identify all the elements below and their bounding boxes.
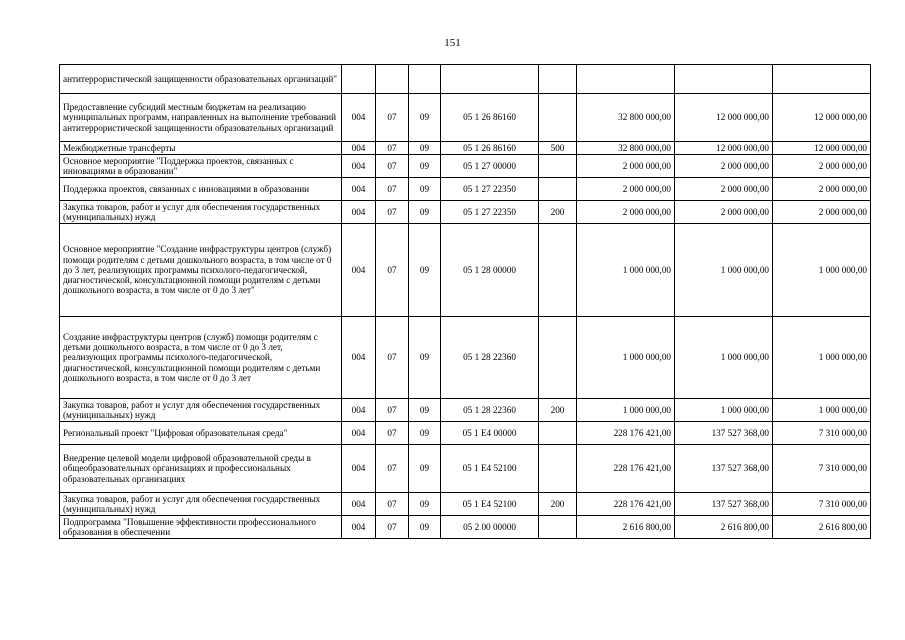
amount-year-3: 2 000 000,00	[773, 155, 871, 178]
expense-type-code: 500	[539, 142, 577, 155]
row-description: Основное мероприятие "Создание инфраструктуры центров (служб) помощи родителям с детьми дошкольного возраста, в том числе от 0 до 3 лет, реализующих программы психолого-педагогической, диагностической, консультационной помощи родителям с детьми дошкольного возраста, в том числе от 0 до 3 лет"	[60, 224, 342, 317]
subsection-code: 09	[409, 178, 441, 201]
expense-type-code	[539, 155, 577, 178]
amount-year-2	[675, 65, 773, 94]
amount-year-2: 2 616 800,00	[675, 516, 773, 539]
row-description: Основное мероприятие "Поддержка проектов, связанных с инновациями в образовании"	[60, 155, 342, 178]
subsection-code	[409, 65, 441, 94]
table-row	[60, 65, 871, 94]
amount-year-3: 7 310 000,00	[773, 493, 871, 516]
table-row	[60, 178, 871, 201]
subsection-code: 09	[409, 94, 441, 142]
amount-year-1: 2 616 800,00	[577, 516, 675, 539]
target-article-code: 05 1 27 00000	[441, 155, 539, 178]
ministry-code: 004	[342, 422, 376, 445]
table-row	[60, 201, 871, 224]
expense-type-code	[539, 94, 577, 142]
target-article-code: 05 1 E4 52100	[441, 445, 539, 493]
subsection-code: 09	[409, 155, 441, 178]
amount-year-3: 1 000 000,00	[773, 317, 871, 399]
table-row	[60, 142, 871, 155]
section-code: 07	[376, 142, 409, 155]
subsection-code: 09	[409, 224, 441, 317]
amount-year-2: 12 000 000,00	[675, 142, 773, 155]
amount-year-3: 2 616 800,00	[773, 516, 871, 539]
table-row	[60, 516, 871, 539]
expense-type-code: 200	[539, 493, 577, 516]
amount-year-1: 2 000 000,00	[577, 178, 675, 201]
target-article-code: 05 1 28 22360	[441, 399, 539, 422]
ministry-code: 004	[342, 317, 376, 399]
amount-year-3: 1 000 000,00	[773, 399, 871, 422]
target-article-code: 05 1 E4 52100	[441, 493, 539, 516]
table-row	[60, 317, 871, 399]
ministry-code	[342, 65, 376, 94]
amount-year-1: 1 000 000,00	[577, 224, 675, 317]
amount-year-1: 32 800 000,00	[577, 94, 675, 142]
section-code: 07	[376, 201, 409, 224]
table-row	[60, 422, 871, 445]
section-code: 07	[376, 445, 409, 493]
table-row	[60, 224, 871, 317]
table-row	[60, 155, 871, 178]
row-description: Поддержка проектов, связанных с инновациями в образовании	[60, 178, 342, 201]
subsection-code: 09	[409, 493, 441, 516]
amount-year-1: 228 176 421,00	[577, 422, 675, 445]
amount-year-2: 2 000 000,00	[675, 155, 773, 178]
amount-year-1: 32 800 000,00	[577, 142, 675, 155]
ministry-code: 004	[342, 224, 376, 317]
expense-type-code	[539, 422, 577, 445]
amount-year-2: 137 527 368,00	[675, 422, 773, 445]
amount-year-1: 1 000 000,00	[577, 399, 675, 422]
section-code: 07	[376, 422, 409, 445]
table-row	[60, 445, 871, 493]
row-description: Закупка товаров, работ и услуг для обеспечения государственных (муниципальных) нужд	[60, 201, 342, 224]
amount-year-3: 2 000 000,00	[773, 201, 871, 224]
amount-year-3: 7 310 000,00	[773, 422, 871, 445]
expense-type-code	[539, 65, 577, 94]
row-description: Региональный проект "Цифровая образовательная среда"	[60, 422, 342, 445]
amount-year-2: 1 000 000,00	[675, 317, 773, 399]
subsection-code: 09	[409, 399, 441, 422]
subsection-code: 09	[409, 445, 441, 493]
row-description: Закупка товаров, работ и услуг для обеспечения государственных (муниципальных) нужд	[60, 399, 342, 422]
row-description: Подпрограмма "Повышение эффективности профессионального образования в обеспечении	[60, 516, 342, 539]
amount-year-3: 1 000 000,00	[773, 224, 871, 317]
ministry-code: 004	[342, 445, 376, 493]
expense-type-code: 200	[539, 201, 577, 224]
row-description: Межбюджетные трансферты	[60, 142, 342, 155]
expense-type-code	[539, 445, 577, 493]
subsection-code: 09	[409, 201, 441, 224]
section-code: 07	[376, 94, 409, 142]
amount-year-2: 2 000 000,00	[675, 201, 773, 224]
target-article-code: 05 1 27 22350	[441, 201, 539, 224]
subsection-code: 09	[409, 142, 441, 155]
section-code: 07	[376, 178, 409, 201]
subsection-code: 09	[409, 422, 441, 445]
section-code: 07	[376, 493, 409, 516]
table-row	[60, 399, 871, 422]
section-code: 07	[376, 155, 409, 178]
amount-year-1: 2 000 000,00	[577, 201, 675, 224]
target-article-code: 05 2 00 00000	[441, 516, 539, 539]
subsection-code: 09	[409, 516, 441, 539]
ministry-code: 004	[342, 516, 376, 539]
target-article-code: 05 1 27 22350	[441, 178, 539, 201]
row-description: Закупка товаров, работ и услуг для обеспечения государственных (муниципальных) нужд	[60, 493, 342, 516]
table-row	[60, 94, 871, 142]
subsection-code: 09	[409, 317, 441, 399]
ministry-code: 004	[342, 155, 376, 178]
amount-year-3: 12 000 000,00	[773, 142, 871, 155]
ministry-code: 004	[342, 201, 376, 224]
ministry-code: 004	[342, 178, 376, 201]
budget-table	[59, 64, 871, 539]
amount-year-1	[577, 65, 675, 94]
amount-year-1: 1 000 000,00	[577, 317, 675, 399]
ministry-code: 004	[342, 94, 376, 142]
expense-type-code	[539, 317, 577, 399]
section-code	[376, 65, 409, 94]
target-article-code: 05 1 26 86160	[441, 94, 539, 142]
row-description: Предоставление субсидий местным бюджетам на реализацию муниципальных программ, направленных на выполнение требований антитеррористической защищенности образовательных организаций	[60, 94, 342, 142]
row-description: Создание инфраструктуры центров (служб) помощи родителям с детьми дошкольного возраста, в том числе от 0 до 3 лет, реализующих программы психолого-педагогической, диагностической, консультационной помощи родителям с детьми дошкольного возраста, в том числе от 0 до 3 лет	[60, 317, 342, 399]
target-article-code: 05 1 E4 00000	[441, 422, 539, 445]
expense-type-code	[539, 516, 577, 539]
section-code: 07	[376, 399, 409, 422]
amount-year-2: 12 000 000,00	[675, 94, 773, 142]
amount-year-1: 228 176 421,00	[577, 445, 675, 493]
amount-year-2: 137 527 368,00	[675, 493, 773, 516]
amount-year-2: 2 000 000,00	[675, 178, 773, 201]
page-number: 151	[444, 37, 461, 49]
amount-year-2: 1 000 000,00	[675, 224, 773, 317]
ministry-code: 004	[342, 142, 376, 155]
target-article-code: 05 1 28 22360	[441, 317, 539, 399]
amount-year-2: 137 527 368,00	[675, 445, 773, 493]
ministry-code: 004	[342, 399, 376, 422]
amount-year-3: 2 000 000,00	[773, 178, 871, 201]
target-article-code: 05 1 28 00000	[441, 224, 539, 317]
section-code: 07	[376, 317, 409, 399]
amount-year-2: 1 000 000,00	[675, 399, 773, 422]
ministry-code: 004	[342, 493, 376, 516]
section-code: 07	[376, 516, 409, 539]
amount-year-3: 7 310 000,00	[773, 445, 871, 493]
amount-year-3	[773, 65, 871, 94]
expense-type-code	[539, 224, 577, 317]
table-row	[60, 493, 871, 516]
target-article-code	[441, 65, 539, 94]
expense-type-code: 200	[539, 399, 577, 422]
expense-type-code	[539, 178, 577, 201]
target-article-code: 05 1 26 86160	[441, 142, 539, 155]
amount-year-3: 12 000 000,00	[773, 94, 871, 142]
section-code: 07	[376, 224, 409, 317]
amount-year-1: 2 000 000,00	[577, 155, 675, 178]
amount-year-1: 228 176 421,00	[577, 493, 675, 516]
row-description: Внедрение целевой модели цифровой образовательной среды в общеобразовательных организациях и профессиональных образовательных организациях	[60, 445, 342, 493]
row-description: антитеррористической защищенности образовательных организаций"	[60, 65, 342, 94]
